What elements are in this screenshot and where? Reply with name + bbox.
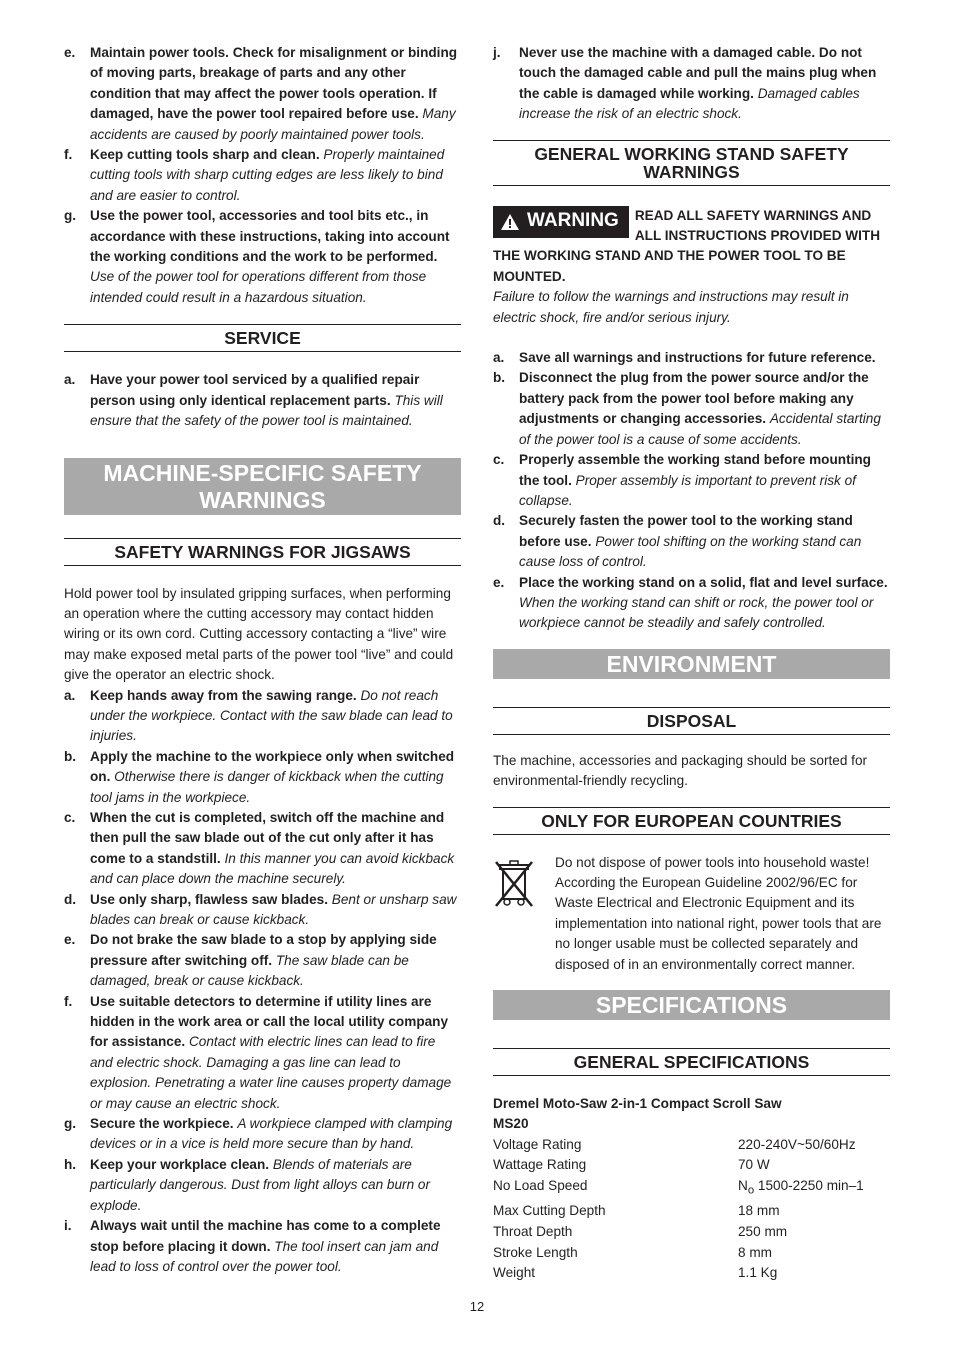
item-explanation: Accidental starting of the power tool is a cause of some accidents.: [519, 411, 881, 447]
spec-label: Weight: [493, 1265, 536, 1281]
specifications-heading: SPECIFICATIONS: [493, 990, 890, 1020]
disposal-text: The machine, accessories and packaging should be sorted for environmental-friendly recycling.: [493, 752, 868, 789]
item-body: [519, 348, 890, 368]
item-letter: a.: [64, 687, 76, 703]
list-item: [64, 1114, 461, 1155]
item-instruction: Keep your workplace clean.: [90, 1156, 270, 1172]
environment-heading: ENVIRONMENT: [493, 649, 890, 679]
item-letter: g.: [64, 1116, 77, 1132]
item-instruction: Properly assemble the working stand before mounting the tool.: [519, 452, 871, 488]
item-instruction: Never use the machine with a damaged cable. Do not touch the damaged cable and pull the mains plug when the cable is damaged while working.: [519, 45, 877, 101]
spec-value-prefix: N: [738, 1178, 748, 1193]
service-heading: SERVICE: [64, 324, 461, 352]
spec-table: [493, 1135, 890, 1284]
item-explanation: In this manner you can avoid kickback and can place down the machine securely.: [90, 850, 455, 887]
machine-specific-heading: [64, 458, 461, 515]
item-instruction: Use only sharp, flawless saw blades.: [90, 891, 328, 907]
item-body: [90, 1216, 461, 1277]
list-item: [493, 511, 890, 572]
working-stand-heading: [493, 140, 890, 186]
item-explanation: Otherwise there is danger of kickback when the cutting tool jams in the workpiece.: [90, 769, 444, 805]
item-body: [90, 930, 461, 991]
item-letter: g.: [64, 208, 77, 224]
item-instruction: When the cut is completed, switch off the machine and then pull the saw blade out of the cut only after it has come to a standstill.: [90, 809, 445, 866]
item-explanation: Blends of materials are particularly dangerous. Dust from light alloys can burn or explode.: [90, 1156, 431, 1213]
item-explanation: A workpiece clamped with clamping devices or in a vice is held more secure than by hand.: [90, 1116, 453, 1152]
list-item: [64, 1216, 461, 1277]
machine-heading-line-2: WARNINGS: [199, 486, 326, 513]
spec-value: 1.1 Kg: [738, 1265, 778, 1281]
general-specifications-heading: GENERAL SPECIFICATIONS: [493, 1048, 890, 1076]
warning-consequence: Failure to follow the warnings and instructions may result in electric shock, fire and/or serious injury.: [493, 289, 849, 325]
spec-row: [493, 1243, 890, 1264]
spec-value: 250 mm: [738, 1223, 788, 1239]
item-body: [90, 370, 461, 431]
product-model: MS20: [493, 1116, 529, 1132]
stand-list: [493, 348, 890, 634]
item-explanation: Many accidents are caused by poorly maintained power tools.: [90, 106, 456, 142]
spec-row: [493, 1222, 890, 1243]
item-explanation: Properly maintained cutting tools with sharp cutting edges are less likely to bind and are easier to control.: [90, 147, 445, 203]
item-letter: a.: [493, 350, 505, 366]
item-instruction: Have your power tool serviced by a qualified repair person using only identical replacement parts.: [90, 372, 420, 408]
warning-triangle-icon: [501, 214, 519, 230]
item-body: [90, 808, 461, 890]
item-letter: h.: [64, 1156, 77, 1172]
item-body: [90, 1155, 461, 1216]
item-body: [90, 747, 461, 808]
item-instruction: Keep hands away from the sawing range.: [90, 687, 357, 703]
item-body: [519, 450, 890, 511]
item-body: [90, 43, 461, 145]
spec-value: 18 mm: [738, 1203, 780, 1219]
item-letter: e.: [64, 932, 76, 948]
item-letter: d.: [493, 513, 506, 529]
list-item: [493, 573, 890, 634]
list-item: [493, 450, 890, 511]
item-instruction: Apply the machine to the workpiece only when switched on.: [90, 748, 455, 785]
item-body: [90, 206, 461, 308]
item-body: [519, 368, 890, 450]
spec-label: Voltage Rating: [493, 1136, 582, 1152]
spec-value: [738, 1176, 864, 1201]
spec-label: Wattage Rating: [493, 1157, 587, 1173]
spec-value: 70 W: [738, 1157, 770, 1173]
warning-text: READ ALL SAFETY WARNINGS AND ALL INSTRUCTIONS PROVIDED WITH THE WORKING STAND AND THE POWER TOOL TO BE MOUNTED.: [493, 207, 881, 284]
product-name: [493, 1094, 890, 1135]
item-instruction: Maintain power tools. Check for misalignment or binding of moving parts, breakage of parts and any other condition that may affect the power tools operation. If damaged, have the power tool repaired before use.: [90, 45, 458, 122]
spec-value-text: 1500-2250 min–1: [754, 1178, 864, 1193]
list-item: [64, 145, 461, 206]
item-letter: c.: [493, 452, 505, 468]
spec-label: Throat Depth: [493, 1223, 573, 1239]
item-letter: b.: [493, 370, 506, 386]
item-letter: c.: [64, 809, 76, 825]
item-explanation: Proper assembly is important to prevent risk of collapse.: [519, 472, 856, 508]
item-letter: f.: [64, 993, 73, 1009]
list-item: [64, 992, 461, 1114]
spec-value: 8 mm: [738, 1244, 772, 1260]
item-instruction: Disconnect the plug from the power source and/or the battery pack from the power tool before making any adjustments or changing accessories.: [519, 370, 869, 427]
spec-row: [493, 1176, 890, 1201]
item-letter: j.: [493, 45, 501, 60]
stand-heading-line-1: GENERAL WORKING STAND SAFETY: [534, 143, 849, 164]
item-letter: i.: [64, 1218, 72, 1234]
spec-label: Max Cutting Depth: [493, 1203, 606, 1219]
list-item: [64, 43, 461, 145]
spec-label: No Load Speed: [493, 1178, 588, 1193]
list-item: [64, 370, 461, 431]
service-list: [64, 370, 461, 431]
right-column: [493, 43, 890, 1284]
list-item: [493, 368, 890, 450]
jigsaw-intro: Hold power tool by insulated gripping surfaces, when performing an operation where the cutting accessory may contact hidden wiring or its own cord. Cutting accessory contacting a “live” wire may make exposed metal parts of the power tool “live” and could give the operator an electric shock.: [64, 585, 454, 683]
item-letter: f.: [64, 147, 73, 163]
spec-value: 220-240V~50/60Hz: [738, 1136, 856, 1152]
maintenance-list: [64, 43, 461, 308]
item-letter: b.: [64, 748, 77, 764]
list-item: [493, 348, 890, 368]
item-letter: e.: [493, 574, 505, 590]
spec-value-subscript: o: [747, 1184, 755, 1197]
item-instruction: Use the power tool, accessories and tool bits etc., in accordance with these instructions, taking into account the working conditions and the work to be performed.: [90, 208, 450, 265]
list-item: [64, 890, 461, 931]
crossed-out-bin-icon: [493, 853, 555, 975]
item-instruction: Securely fasten the power tool to the working stand before use.: [519, 513, 853, 549]
list-item: [493, 43, 890, 125]
jigsaw-list: [64, 686, 461, 1278]
list-item: [64, 930, 461, 991]
item-explanation: Use of the power tool for operations different from those intended could result in a hazardous situation.: [90, 269, 427, 305]
item-body: [519, 573, 890, 634]
item-instruction: Do not brake the saw blade to a stop by applying side pressure after switching off.: [90, 932, 437, 968]
machine-heading-line-1: MACHINE-SPECIFIC SAFETY: [103, 459, 422, 486]
item-body: [519, 511, 890, 572]
item-body: [90, 1114, 461, 1155]
item-body: [90, 145, 461, 206]
item-letter: e.: [64, 45, 76, 60]
page-number: 12: [469, 1299, 485, 1314]
list-item: [64, 747, 461, 808]
list-item: [64, 1155, 461, 1216]
spec-row: [493, 1263, 890, 1284]
item-explanation: Do not reach under the workpiece. Contact with the saw blade can lead to injuries.: [90, 687, 453, 744]
item-instruction: Always wait until the machine has come to a complete stop before placing it down.: [90, 1218, 441, 1254]
spec-row: [493, 1135, 890, 1156]
item-explanation: When the working stand can shift or rock, the power tool or workpiece cannot be steadily and safely controlled.: [519, 594, 874, 631]
item-explanation: The saw blade can be damaged, break or cause kickback.: [90, 952, 409, 989]
warning-block: [493, 206, 890, 328]
item-instruction: Save all warnings and instructions for future reference.: [519, 350, 876, 366]
item-instruction: Secure the workpiece.: [90, 1116, 234, 1132]
product-name-line-1: Dremel Moto-Saw 2-in-1 Compact Scroll Saw: [493, 1096, 782, 1111]
item-explanation: This will ensure that the safety of the power tool is maintained.: [90, 392, 443, 429]
item-explanation: Power tool shifting on the working stand can cause loss of control.: [519, 533, 862, 570]
item-body: [90, 686, 461, 747]
cable-warning-list: [493, 43, 890, 125]
spec-row: [493, 1201, 890, 1222]
item-letter: a.: [64, 372, 76, 388]
item-instruction: Keep cutting tools sharp and clean.: [90, 147, 320, 163]
item-body: [90, 992, 461, 1114]
warning-badge: [493, 206, 629, 238]
stand-heading-line-2: WARNINGS: [643, 161, 740, 182]
item-letter: d.: [64, 891, 77, 907]
weee-block: [493, 853, 890, 975]
item-explanation: Bent or unsharp saw blades can break or cause kickback.: [90, 891, 457, 927]
weee-text: Do not dispose of power tools into household waste! According the European Guideline 2002/96/EC for Waste Electrical and Electronic Equipment and its implementation into national right, power tools that are no longer usable must be collected separately and disposed of in an environmentally correct manner.: [555, 854, 882, 972]
list-item: [64, 206, 461, 308]
disposal-heading: DISPOSAL: [493, 707, 890, 735]
jigsaw-heading: SAFETY WARNINGS FOR JIGSAWS: [64, 538, 461, 566]
item-body: [90, 890, 461, 931]
spec-row: [493, 1155, 890, 1176]
warning-label: WARNING: [527, 210, 619, 232]
list-item: [64, 686, 461, 747]
european-heading: ONLY FOR EUROPEAN COUNTRIES: [493, 807, 890, 835]
list-item: [64, 808, 461, 890]
item-body: [519, 43, 890, 125]
spec-label: Stroke Length: [493, 1244, 578, 1260]
item-explanation: Contact with electric lines can lead to fire and electric shock. Damaging a gas line can lead to explosion. Penetrating a water line causes property damage or may cause an electric shock.: [90, 1034, 452, 1111]
item-explanation: Damaged cables increase the risk of an electric shock.: [519, 85, 860, 122]
item-instruction: Use suitable detectors to determine if utility lines are hidden in the work area or call the local utility company for assistance.: [90, 993, 449, 1050]
left-column: [64, 43, 461, 1277]
item-instruction: Place the working stand on a solid, flat and level surface.: [519, 574, 888, 590]
item-explanation: The tool insert can jam and lead to loss of control over the power tool.: [90, 1238, 439, 1274]
